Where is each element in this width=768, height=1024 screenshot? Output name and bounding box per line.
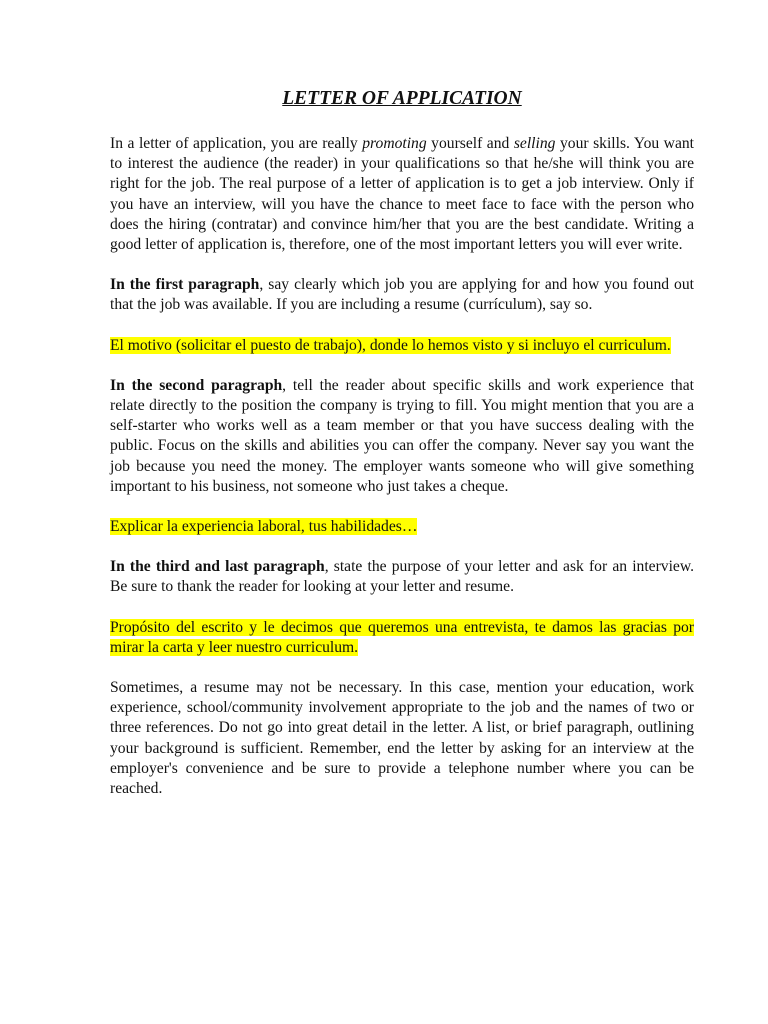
- first-paragraph-note: [110, 336, 694, 356]
- intro-paragraph: [110, 134, 694, 255]
- first-note-highlight: El motivo (solicitar el puesto de trabajo), donde lo hemos visto y si incluyo el curriculum.: [110, 336, 671, 354]
- third-paragraph-note: [110, 618, 694, 658]
- second-paragraph: [110, 376, 694, 497]
- third-note-highlight: Propósito del escrito y le decimos que queremos una entrevista, te damos las gracias por mirar la carta y leer nuestro curriculum.: [110, 618, 694, 656]
- intro-text-1: In a letter of application, you are really: [110, 135, 363, 152]
- first-paragraph-text: , say clearly which job you are applying for and how you found out that the job was available. If you are including a resume (currículum), say so.: [110, 276, 694, 314]
- closing-paragraph: Sometimes, a resume may not be necessary. In this case, mention your education, work experience, school/community involvement appropriate to the job and the names of two or three references. Do not go into great detail in the letter. A list, or brief paragraph, outlining your background is sufficient. Remember, end the letter by asking for an interview at the employer's convenience and be sure to provide a telephone number where you can be reached.: [110, 679, 694, 798]
- first-paragraph: [110, 275, 694, 315]
- second-paragraph-text: , tell the reader about specific skills and work experience that relate directly to the position the company is trying to fill. You might mention that you are a self-starter who works well as a team member or that you have success dealing with the public. Focus on the skills and abilities you can offer the company. Never say you want the job because you need the money. The employer wants someone who will give something important to his business, not someone who just takes a cheque.: [110, 376, 694, 495]
- document-page: [110, 86, 694, 819]
- second-paragraph-note: [110, 517, 694, 537]
- third-paragraph-text: , state the purpose of your letter and ask for an interview. Be sure to thank the reader for looking at your letter and resume.: [110, 558, 694, 596]
- intro-text-2: yourself and: [426, 135, 514, 152]
- second-note-highlight: Explicar la experiencia laboral, tus habilidades…: [110, 518, 418, 536]
- intro-emphasis-selling: selling: [513, 135, 556, 152]
- document-title: LETTER OF APPLICATION: [282, 88, 522, 109]
- first-paragraph-lead: In the first paragraph: [110, 276, 260, 294]
- second-paragraph-lead: In the second paragraph: [110, 376, 283, 394]
- intro-text-3: your skills. You want to interest the audience (the reader) in your qualifications so that he/she will think you are right for the job. The real purpose of a letter of application is to get a job interview. Only if you have an interview, will you have the chance to meet face to face with the person who does the hiring (contratar) and convince him/her that you are the best candidate. Writing a good letter of application is, therefore, one of the most important letters you will ever write.: [110, 135, 694, 254]
- third-paragraph: [110, 557, 694, 597]
- intro-emphasis-promoting: promoting: [362, 135, 427, 152]
- third-paragraph-lead: In the third and last paragraph: [110, 558, 325, 576]
